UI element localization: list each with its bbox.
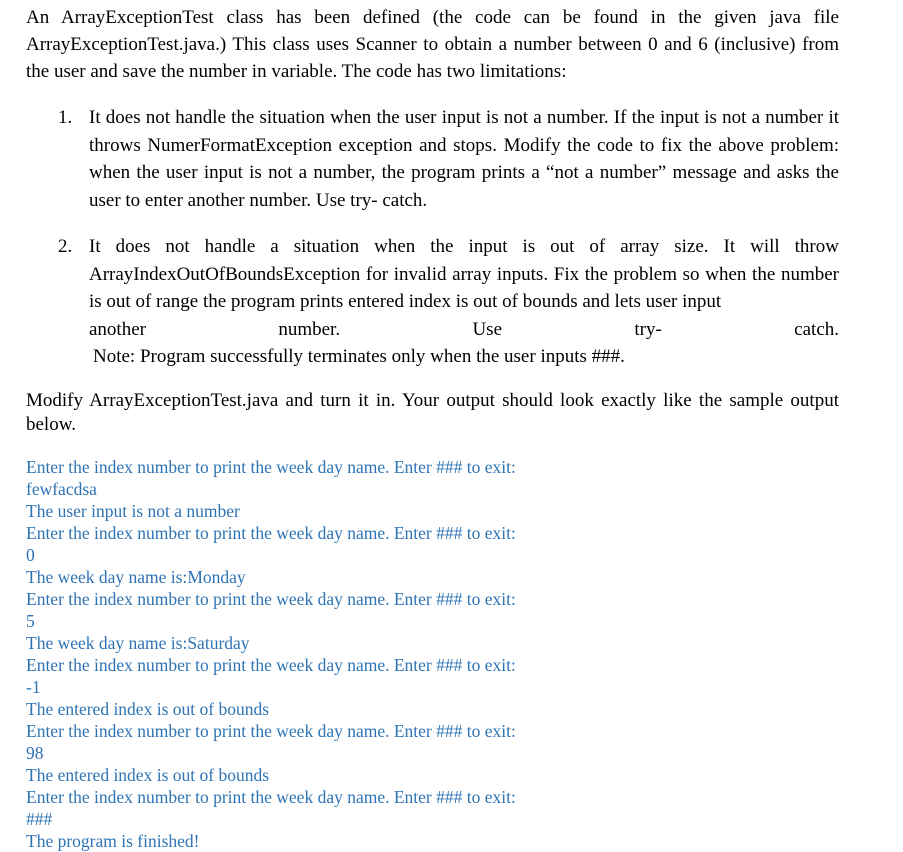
last-line-word: Use bbox=[472, 318, 503, 340]
list-text-2: It does not handle a situation when the input is out of array size. It will throw ArrayIndexOutOfBoundsException for invalid array inputs. Fix the problem so when the number is out of range the program prints entered index is out of bounds and lets user input bbox=[89, 236, 839, 312]
list-text-2-last-line bbox=[89, 316, 839, 344]
output-line: Enter the index number to print the week day name. Enter ### to exit: bbox=[26, 522, 516, 543]
output-line: The week day name is:Saturday bbox=[26, 632, 250, 653]
list-item-1 bbox=[26, 104, 839, 214]
list-item-2 bbox=[26, 233, 839, 371]
output-line: Enter the index number to print the week day name. Enter ### to exit: bbox=[26, 456, 516, 477]
output-line: fewfacdsa bbox=[26, 478, 97, 499]
list-number-2: 2. bbox=[58, 236, 73, 257]
output-line: The program is finished! bbox=[26, 830, 200, 851]
document bbox=[26, 4, 839, 852]
output-line: 0 bbox=[26, 544, 35, 565]
output-line: ### bbox=[26, 808, 53, 829]
output-line: 5 bbox=[26, 610, 35, 631]
last-line-word: number. bbox=[278, 318, 341, 340]
closing-paragraph: Modify ArrayExceptionTest.java and turn it in. Your output should look exactly like the sample output below. bbox=[26, 389, 839, 435]
output-line: The entered index is out of bounds bbox=[26, 698, 270, 719]
output-line: 98 bbox=[26, 742, 44, 763]
intro-paragraph: An ArrayExceptionTest class has been defined (the code can be found in the given java file ArrayExceptionTest.java.) This class uses Scanner to obtain a number between 0 and 6 (inclusive) from the user and save the number in variable. The code has two limitations: bbox=[26, 7, 839, 82]
list-number-1: 1. bbox=[58, 107, 73, 128]
last-line-word: catch. bbox=[794, 318, 839, 340]
output-line: -1 bbox=[26, 676, 41, 697]
last-line-word: try- bbox=[634, 318, 662, 340]
output-line: Enter the index number to print the week day name. Enter ### to exit: bbox=[26, 720, 516, 741]
sample-output bbox=[26, 456, 839, 852]
list-text-1: It does not handle the situation when the user input is not a number. If the input is not a number it throws NumerFormatException exception and stops. Modify the code to fix the above problem: when the user input is not a number, the program prints a “not a number” message and asks the user to enter another number. Use try- catch. bbox=[89, 107, 839, 211]
output-line: Enter the index number to print the week day name. Enter ### to exit: bbox=[26, 654, 516, 675]
output-line: Enter the index number to print the week day name. Enter ### to exit: bbox=[26, 588, 516, 609]
output-line: Enter the index number to print the week day name. Enter ### to exit: bbox=[26, 786, 516, 807]
output-line: The entered index is out of bounds bbox=[26, 764, 270, 785]
output-line: The user input is not a number bbox=[26, 500, 240, 521]
output-line: The week day name is:Monday bbox=[26, 566, 246, 587]
limitations-list bbox=[26, 104, 839, 371]
termination-note: Note: Program successfully terminates only when the user inputs ###. bbox=[93, 346, 625, 367]
last-line-word: another bbox=[89, 318, 146, 340]
